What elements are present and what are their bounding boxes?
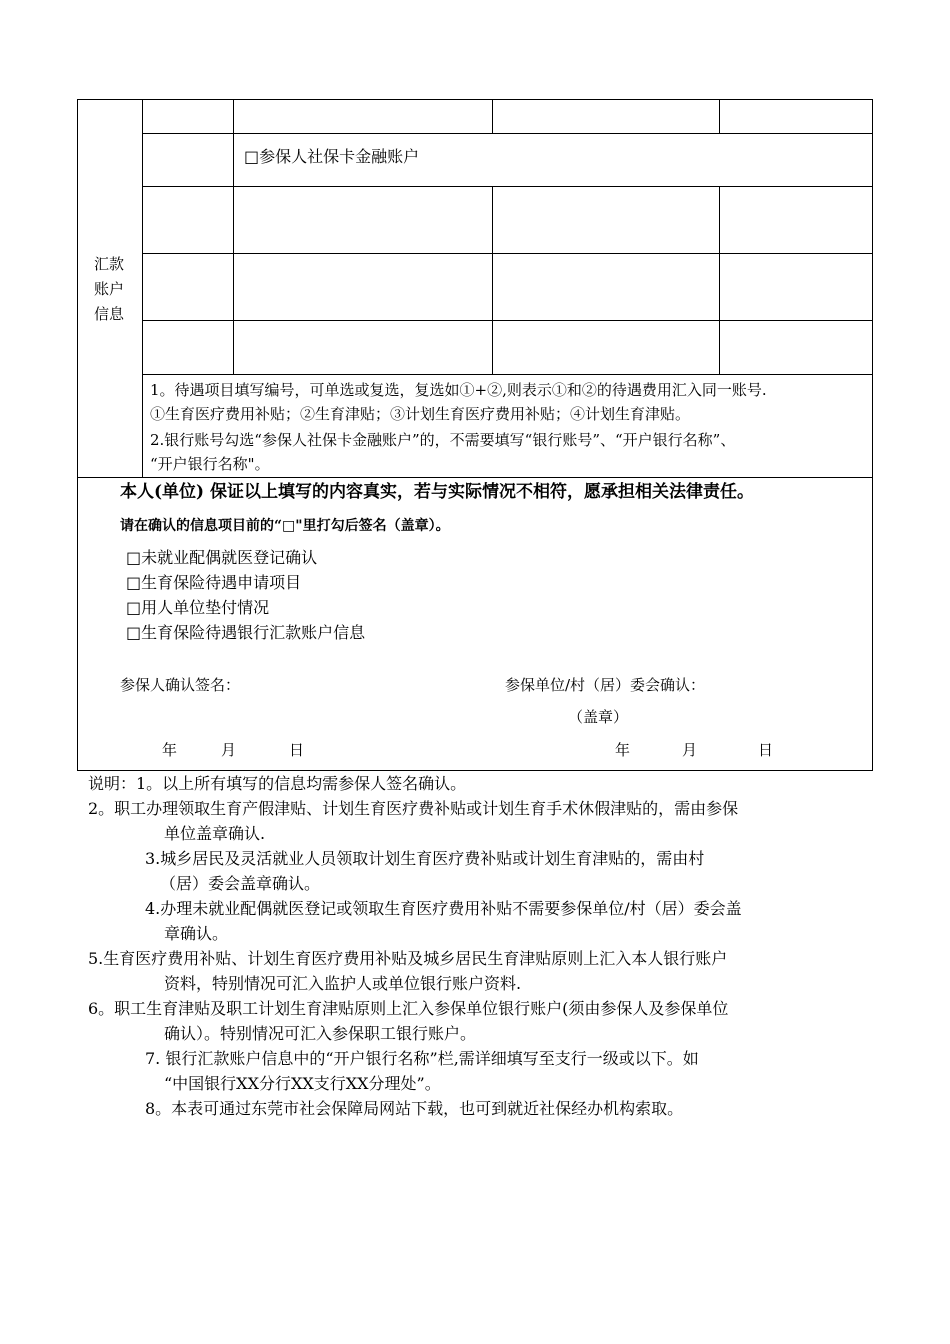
table-cell[interactable] — [720, 100, 872, 133]
explanation-line: （居）委会盖章确认。 — [160, 874, 321, 893]
table-cell[interactable] — [720, 187, 872, 253]
insured-signature-label: 参保人确认签名： — [120, 676, 241, 694]
declaration-statement: 本人(单位) 保证以上填写的内容真实，若与实际情况不相符，愿承担相关法律责任。 — [120, 482, 755, 502]
table-cell[interactable] — [493, 321, 719, 374]
right-date-day: 日 — [758, 741, 774, 759]
table-cell[interactable] — [720, 254, 872, 320]
right-date-month: 月 — [682, 741, 698, 759]
table-border-bottom — [77, 770, 873, 771]
left-date-year: 年 — [162, 741, 178, 759]
checkbox-employer-advance[interactable]: □用人单位垫付情况 — [126, 598, 270, 617]
explanation-line: 章确认。 — [164, 924, 229, 943]
row-line — [142, 374, 873, 375]
unit-confirm-label: 参保单位/村（居）委会确认： — [505, 676, 706, 694]
checkbox-spouse-registration[interactable]: □未就业配偶就医登记确认 — [126, 548, 318, 567]
explanation-line: 6。职工生育津贴及职工计划生育津贴原则上汇入参保单位银行账户(须由参保人及参保单位 — [88, 999, 729, 1018]
explanation-line: 确认）。特别情况可汇入参保职工银行账户。 — [164, 1024, 477, 1043]
table-border-right — [872, 99, 873, 771]
section-label-line-3: 信息 — [94, 305, 125, 323]
table-note-3: 2.银行账号勾选“参保人社保卡金融账户”的，不需要填写“银行账号”、“开户银行名称”、 — [150, 431, 736, 449]
table-border-left — [77, 99, 78, 771]
explanation-line: 资料，特别情况可汇入监护人或单位银行账户资料. — [164, 974, 522, 993]
explanation-line: 4.办理未就业配偶就医登记或领取生育医疗费用补贴不需要参保单位/村（居）委会盖 — [145, 899, 742, 918]
table-cell[interactable] — [493, 187, 719, 253]
explanation-line: 8。本表可通过东莞市社会保障局网站下载，也可到就近社保经办机构索取。 — [145, 1099, 684, 1118]
table-cell[interactable] — [493, 100, 719, 133]
row-line — [142, 133, 873, 134]
table-cell[interactable] — [234, 187, 492, 253]
social-card-account-checkbox[interactable]: □参保人社保卡金融账户 — [244, 147, 420, 166]
table-cell[interactable] — [493, 254, 719, 320]
table-cell[interactable] — [143, 187, 233, 253]
explanation-line: “中国银行XX分行XX支行XX分理处”。 — [164, 1074, 441, 1093]
explanation-line: 说明：1。以上所有填写的信息均需参保人签名确认。 — [88, 774, 467, 793]
explanation-line: 3.城乡居民及灵活就业人员领取计划生育医疗费补贴或计划生育津贴的，需由村 — [145, 849, 705, 868]
table-cell[interactable] — [143, 254, 233, 320]
explanation-line: 5.生育医疗费用补贴、计划生育医疗费用补贴及城乡居民生育津贴原则上汇入本人银行账户 — [88, 949, 728, 968]
left-date-month: 月 — [221, 741, 237, 759]
table-cell[interactable] — [234, 321, 492, 374]
table-cell[interactable] — [143, 134, 233, 186]
table-cell[interactable] — [234, 254, 492, 320]
table-note-4: “开户银行名称"。 — [150, 455, 270, 473]
section-divider — [77, 477, 873, 478]
checkbox-bank-account-info[interactable]: □生育保险待遇银行汇款账户信息 — [126, 623, 366, 642]
table-cell[interactable] — [143, 321, 233, 374]
table-cell[interactable] — [143, 100, 233, 133]
right-date-year: 年 — [615, 741, 631, 759]
table-cell[interactable] — [720, 321, 872, 374]
explanation-line: 7. 银行汇款账户信息中的“开户银行名称”栏,需详细填写至支行一级或以下。如 — [145, 1049, 699, 1068]
checkbox-maternity-application[interactable]: □生育保险待遇申请项目 — [126, 573, 302, 592]
seal-label: （盖章） — [568, 708, 629, 726]
explanation-line: 2。职工办理领取生育产假津贴、计划生育医疗费补贴或计划生育手术休假津贴的，需由参保 — [88, 799, 739, 818]
table-note-2: ①生育医疗费用补贴；②生育津贴；③计划生育医疗费用补贴；④计划生育津贴。 — [150, 405, 691, 423]
explanation-line: 单位盖章确认. — [164, 824, 266, 843]
table-note-1: 1。待遇项目填写编号，可单选或复选，复选如①+②,则表示①和②的待遇费用汇入同一账号. — [150, 381, 767, 399]
section-label-line-2: 账户 — [94, 280, 125, 298]
left-date-day: 日 — [289, 741, 305, 759]
declaration-instruction: 请在确认的信息项目前的“□"里打勾后签名（盖章）。 — [120, 518, 450, 534]
section-label-line-1: 汇款 — [94, 255, 125, 273]
table-cell[interactable] — [234, 100, 492, 133]
